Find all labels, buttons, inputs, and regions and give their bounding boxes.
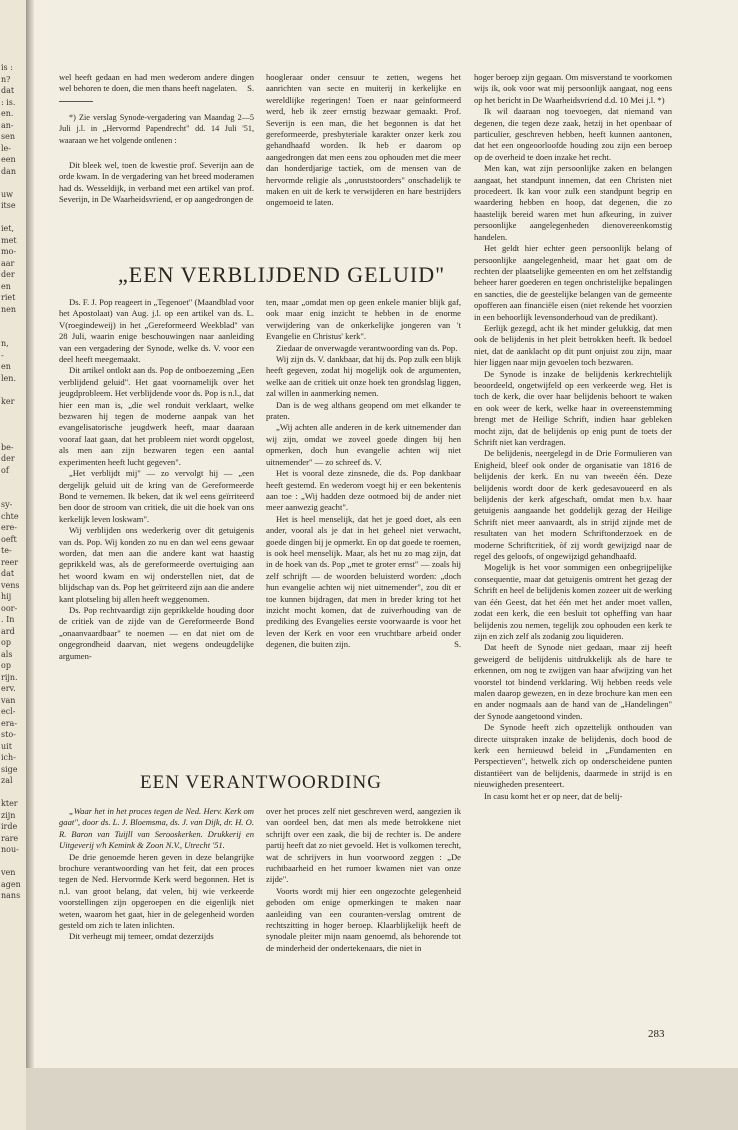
- fragment-line: . In: [1, 615, 15, 624]
- signature: S.: [454, 639, 461, 650]
- fragment-line: iet,: [1, 224, 15, 233]
- paragraph: over het proces zelf niet geschreven werd, aangezien ik van oordeel ben, dat men als mede betrokkene niet schrijft over een zaak, die bij de rechter is. De andere partij heeft dat zo niet gevoeld. Het is volkomen terecht, wat de schrijvers in hun voorwoord zeggen : „De ruchtbaarheid en het rumoer kwamen niet van onze zijde".: [266, 806, 461, 885]
- fragment-line: als: [1, 649, 13, 659]
- column-2-bottom: [266, 806, 461, 954]
- fragment-line: ere-: [1, 523, 17, 532]
- paragraph: Eerlijk gezegd, acht ik het minder gelukkig, dat men ook de belijdenis in het pleit betrokken heeft. Ik bedoel niet, dat de aanklacht op dit punt onjuist zou zijn, maar hier liggen naar mijn gevoelen toch bezwaren.: [474, 322, 672, 368]
- fragment-line: [0, 787, 26, 799]
- fragment-line: [0, 407, 26, 419]
- paragraph: Het is heel menselijk, dat het je goed doet, als een ander, vooral als je dat in het geheel niet verwacht, goede dingen bij je opmerkt. En op dat goede te roemen, is ook heel menselijk. Maar, als het nu zo mag zijn, dat in de hoek van ds. Pop „met te groter ernst" — zoals hij zelf schrijft — de woorden beluisterd worden: „doch hun evangelie achten wij niet uitnemender", zou dit er toe kunnen bijdragen, dat men in breder kring tot het inzicht mocht komen, dat de zuiverhouding van de prediking des Evangelies eerste voorwaarde is voor het leven der Kerk en voor een vruchtbare arbeid onder degenen, die buiten zijn.: [266, 513, 461, 650]
- signature: S.: [247, 83, 254, 94]
- page-number: 283: [648, 1028, 665, 1040]
- fragment-line: dat: [1, 86, 15, 95]
- fragment-line: nen: [1, 304, 17, 314]
- column-1-top: [59, 72, 254, 206]
- fragment-line: of: [1, 465, 9, 475]
- fragment-line: [0, 177, 26, 189]
- fragment-line: kter: [1, 799, 18, 808]
- fragment-line: [0, 856, 26, 868]
- fragment-line: agen: [1, 879, 21, 889]
- fragment-line: ecl-: [1, 707, 16, 716]
- fragment-line: en: [1, 281, 11, 291]
- fragment-line: [0, 212, 26, 224]
- paragraph: Wij verblijden ons wederkerig over dit getuigenis van ds. Pop. Wij konden zo nu en dan wel eens gewaar worden, dat men aan die andere kant wat haastig geprikkeld was, als de gereformeerde overtuiging aan het woord kwam en wij onderstellen niet, dat de blijdschap van ds. Pop het geïrriteerd zijn aan die andere kant plotseling bij allen heeft weggenomen.: [59, 525, 254, 604]
- paragraph: Ds. F. J. Pop reageert in „Tegenoet" (Maandblad voor het Apostolaat) van Aug. j.l. op een artikel van ds. L. V(roegindeweij) in het „Gereformeerd Weekblad" van 28 Juli, waarin enige beschouwingen naar aanleiding van een vergadering der Synode, welke ds. V. voor een deel heeft meegemaakt.: [59, 297, 254, 365]
- paragraph: De Synode is inzake de belijdenis kerkrechtelijk beoordeeld, ongetwijfeld op een verkeerde weg. Het is toch de kerk, die over haar belijdenis behoort te waken en ook weer de kerk, welke haar in overeenstemming brengt met de Heilige Schrift, indien haar gebleken mocht zijn, dat de belijdenis op enig punt de toets der Schrift niet kan verdragen.: [474, 368, 672, 447]
- page-gutter: [26, 0, 34, 1068]
- fragment-line: -: [1, 350, 4, 360]
- book-citation: „Waar het in het proces tegen de Ned. Herv. Kerk om gaat", door ds. L. J. Bloemsma, ds. J. van Dijk, dr. H. O. R. Baron van Tuijll van Serooskerken. Drukkerij en Uitgeverij v/h Kemink & Zoon N.V., Utrecht '51.: [59, 806, 254, 851]
- fragment-line: der: [1, 454, 15, 463]
- paragraph: In casu komt het er op neer, dat de belij-: [484, 790, 623, 801]
- fragment-line: [0, 430, 26, 442]
- fragment-line: [0, 327, 26, 339]
- fragment-line: zal: [1, 776, 13, 785]
- fragment-line: n,: [1, 339, 9, 348]
- column-2-top: [266, 72, 461, 209]
- adjacent-page-fragment: [0, 0, 26, 1130]
- paragraph: Dit bleek wel, toen de kwestie prof. Severijn aan de orde kwam. In de vergadering van het breed moderamen had ds. Wesseldijk, in verband met een artikel van prof. Severijn, in De Waarheidsvriend, er op aangedrongen de: [59, 160, 254, 205]
- fragment-line: irde: [1, 822, 18, 831]
- paragraph: Voorts wordt mij hier een ongezochte gelegenheid geboden om enige opmerkingen te maken naar aanleiding van een couranten-verslag omtrent de rechtszitting in hoger beroep. Klaarblijkelijk heeft de synodale pleiter mijn naam genoemd, als behorende tot de minderheid der ondertekenaars, die niet in: [266, 885, 461, 953]
- fragment-line: vens: [1, 580, 20, 590]
- article-heading-verantwoording: EEN VERANTWOORDING: [140, 772, 382, 793]
- fragment-line: chte: [1, 511, 19, 521]
- paragraph: hoogleraar onder censuur te zetten, wegens het aanrichten van secte en muiterij in kerkelijke en wereldlijke regeringen! Toen er naar geïnformeerd werd, heb ik zeer ernstig bezwaar gemaakt. Prof. Severijn is een man, die het begonnen is dat het gereformeerde, presbyteriale karakter onzer kerk zou gehandhaafd worden. Ik heb er daarom op aangedrongen dat men eens zou ophouden met die meer dan honderdjarige tactiek, om de mensen van de hervormde religie als „onruststoorders" onschadelijk te maken en uit de kerk te verwijderen en hare bestrijders ongemoeid te laten.: [266, 72, 461, 208]
- paragraph: Ds. Pop rechtvaardigt zijn geprikkelde houding door de critiek van de zijde van de Gereformeerde Bond „onaanvaardbaar" te noemen — en dat niet om de ongegrondheid daarvan, niet wegens ondeugdelijke argumen-: [59, 604, 254, 661]
- fragment-line: erv.: [1, 684, 16, 693]
- paragraph: Ik wil daaraan nog toevoegen, dat niemand van degenen, die tegen deze zaak, hetzij in het openbaar of particulier, geschreven hebben, heeft kunnen aantonen, dat het een ongeoorloofde houding zou zijn een beroep op de overheid te doen inzake het recht.: [474, 106, 672, 162]
- fragment-line: be-: [1, 442, 14, 452]
- fragment-line: mo-: [1, 247, 17, 256]
- fragment-line: van: [1, 695, 16, 705]
- paragraph: Wij zijn ds. V. dankbaar, dat hij ds. Pop zulk een blijk heeft gegeven, zodat hij mogelijk ook de argumenten, welke aan de critiek uit onze hoek ten grondslag liggen, zal willen in aanmerking nemen.: [266, 354, 461, 399]
- fragment-line: [0, 488, 26, 500]
- footnote: *) Zie verslag Synode-vergadering van Maandag 2—5 Juli j.l. in „Hervormd Papendrecht" dd. 14 Juli '51, waaraan we het volgende ontlenen :: [59, 112, 254, 145]
- paragraph: Dan is de weg althans geopend om met elkander te praten.: [266, 399, 461, 422]
- column-3: [474, 72, 672, 802]
- fragment-line: en: [1, 362, 11, 371]
- paragraph: De belijdenis, neergelegd in de Drie Formulieren van Enigheid, bleef ook onder de organisatie van 1816 de belijdenis der kerk. En nu van tweeën één. Deze belijdenis wordt door de kerk gedesavoueerd en als belijdenis der kerk afgeschaft, omdat men b.v. haar getuigenis aangaande het goddelijk gezag der Heilige Schrift niet meer aanvaardt, als in strijd zijnde met de resultaten van het modern Schriftonderzoek en de moderne Schriftcritiek, òf zij wordt gewijzigd naar de regel des geloofs, of ongewijzigd gehandhaafd.: [474, 448, 672, 562]
- fragment-line: [0, 419, 26, 431]
- fragment-line: dan: [1, 166, 17, 176]
- fragment-line: an-: [1, 120, 14, 130]
- fragment-line: sto-: [1, 730, 16, 739]
- fragment-line: rare: [1, 833, 19, 843]
- fragment-line: oor-: [1, 603, 18, 613]
- fragment-line: : is.: [1, 97, 16, 107]
- fragment-line: hij: [1, 592, 12, 601]
- fragment-line: ven: [1, 868, 16, 877]
- column-1-mid: [59, 297, 254, 662]
- fragment-line: le-: [1, 143, 11, 153]
- paragraph: Men kan, wat zijn persoonlijke zaken en belangen aangaat, het standpunt innemen, dat een Christen niet procedeert. Ik kan voor zulk een standpunt begrip en waardering hebben en hoop, dat degenen, die zo haastelijk bereid waren met hun afkeuring, in zuiver persoonlijke aangelegenheden dienovereenkomstig handelen.: [474, 163, 672, 242]
- column-2-mid: [266, 297, 461, 651]
- fragment-line: op: [1, 661, 11, 670]
- fragment-line: is :: [1, 63, 13, 72]
- fragment-line: len.: [1, 373, 16, 383]
- fragment-line: [0, 384, 26, 396]
- paragraph: ten, maar „omdat men op geen enkele manier blijk gaf, ook maar enig inzicht te hebben in de enorme verwijdering van de onkerkelijke jongeren van 't Evangelie en Christus' kerk".: [266, 297, 461, 342]
- fragment-line: zijn: [1, 810, 16, 820]
- article-heading-verblijdend: „EEN VERBLIJDEND GELUID": [118, 262, 446, 287]
- paragraph: De drie genoemde heren geven in deze belangrijke brochure verantwoording van het feit, dat een proces tegen de Ned. Hervormde Kerk werd begonnen. Het is n.l. van groot belang, dat velen, bij wie verkeerde voorstellingen zijn opgeroepen en die eigenlijk niet weten, waarom het gaat, hier in de gelegenheid worden gesteld om zich te laten inlichten.: [59, 851, 254, 931]
- fragment-line: aar: [1, 258, 15, 268]
- fragment-line: uit: [1, 741, 12, 751]
- fragment-line: der: [1, 270, 15, 279]
- fragment-line: en.: [1, 109, 14, 118]
- fragment-line: een: [1, 155, 16, 164]
- fragment-line: itse: [1, 201, 16, 210]
- fragment-line: [0, 315, 26, 327]
- paragraph: Dat heeft de Synode niet gedaan, maar zij heeft geweigerd de belijdenis uitdrukkelijk als de hare te erkennen, om nog te zwijgen van haar afwijzing van het voorstel tot bindend verklaring. Wij hebben reeds vele malen daarop gewezen, en in deze brochure kan men een en ander nogmaals aan de hand van de „Handelingen" der Synode aangetoond vinden.: [474, 642, 672, 721]
- fragment-line: nou-: [1, 845, 19, 854]
- fragment-line: n?: [1, 74, 11, 84]
- paragraph: Dit verheugt mij temeer, omdat dezerzijds: [69, 931, 214, 942]
- paragraph: „Het verblijdt mij" — zo vervolgt hij — „een dergelijk geluid uit de kring van de Gereformeerde Bond te vernemen. Ik beken, dat ik wel eens geïrriteerd ben door de stroom van critiek, die uit die hoek van ons kerkelijk leven loskwam".: [59, 468, 254, 524]
- paragraph: Dit artikel ontlokt aan ds. Pop de ontboezeming „Een verblijdend geluid". Het gaat voornamelijk over het jeugdprobleem. Het verblijdende voor ds. Pop is n.l., dat hier een man is, „die wel ronduit verklaart, welke bezwaren hij tegen de moderne aanpak van het evangelisatorische jeugdwerk heeft, maar daaraan vooraf laat gaan, dat het probleem niet wordt opgelost, als men aan zijn bezwaren tegen een aantal experimenten heeft lucht gegeven".: [59, 365, 254, 467]
- paragraph: „Wij achten alle anderen in de kerk uitnemender dan wij zijn, omdat we zoveel goede dingen bij hen opmerken, doch hun evangelie achten wij niet uitnemender" — zo schreef ds. V.: [266, 422, 461, 467]
- fragment-line: uw: [1, 189, 13, 199]
- fragment-line: rijn.: [1, 672, 18, 682]
- fragment-line: sige: [1, 764, 18, 774]
- footnote-rule: [59, 101, 93, 102]
- fragment-line: era-: [1, 718, 18, 728]
- fragment-line: met: [1, 235, 17, 245]
- column-1-bottom: [59, 806, 254, 943]
- paragraph: wel heeft gedaan en had men wederom andere dingen wel behoren te doen, die men thans heeft nagelaten.: [59, 72, 254, 94]
- paragraph: Ziedaar de onverwagde verantwoording van ds. Pop.: [276, 342, 458, 353]
- fragment-line: te-: [1, 546, 12, 555]
- fragment-line: [0, 476, 26, 488]
- fragment-line: dat: [1, 569, 15, 578]
- paragraph: Het geldt hier echter geen persoonlijk belang of persoonlijke aangelegenheid, maar het gaat om de rechten der plaatselijke gemeenten en om het zelfstandig beheer harer goederen en tegen onchristelijke bepalingen en sancties, die de geestelijke belangen van de gemeente opofferen aan financiële eisen (niet rekende het voorzien in een behoorlijk levensonderhoud van de predikant).: [474, 243, 672, 322]
- fragment-line: ich-: [1, 753, 16, 762]
- fragment-line: oeft: [1, 534, 17, 544]
- fragment-line: ker: [1, 396, 15, 406]
- fragment-line: riet: [1, 293, 16, 302]
- fragment-line: reer: [1, 557, 19, 567]
- paragraph: Het is vooral deze zinsnede, die ds. Pop dankbaar heeft gestemd. En wederom voegt hij er een bekentenis aan toe : „Wij hadden deze ootmoed bij de ander niet meer aanwezig geacht".: [266, 468, 461, 513]
- fragment-line: nans: [1, 891, 21, 900]
- paragraph: Mogelijk is het voor sommigen een onbegrijpelijke consequentie, maar dat getuigenis omtrent het gezag der Schrift en heel de belijdenis komen zozeer uit de werking van één Geest, dat het één met het ander moet vallen, zodat een kerk, die een besluit tot opheffing van haar belijdenis zou nemen, tegelijk zou ophouden een kerk te zijn en zich zelf als zodanig zou liquideren.: [474, 562, 672, 641]
- fragment-line: op: [1, 638, 11, 647]
- magazine-page: [34, 0, 738, 1068]
- paragraph: hoger beroep zijn gegaan. Om misverstand te voorkomen wijs ik, ook voor wat mij persoonlijk aangaat, nog eens op het bericht in De Waarheidsvriend d.d. 10 Mei j.l. *): [474, 72, 672, 105]
- fragment-line: sen: [1, 132, 15, 141]
- fragment-line: ard: [1, 626, 15, 636]
- paragraph: De Synode heeft zich opzettelijk onthouden van directe uitspraken inzake de belijdenis, doch bood de kerk een hernieuwd beleid in „Fundamenten en Perspectieven", hetwelk zich op onderscheidene punten distantiëert van de belijdenis, daarmede in strijd is en nieuwigheden presenteert.: [474, 722, 672, 790]
- fragment-line: sy-: [1, 500, 13, 509]
